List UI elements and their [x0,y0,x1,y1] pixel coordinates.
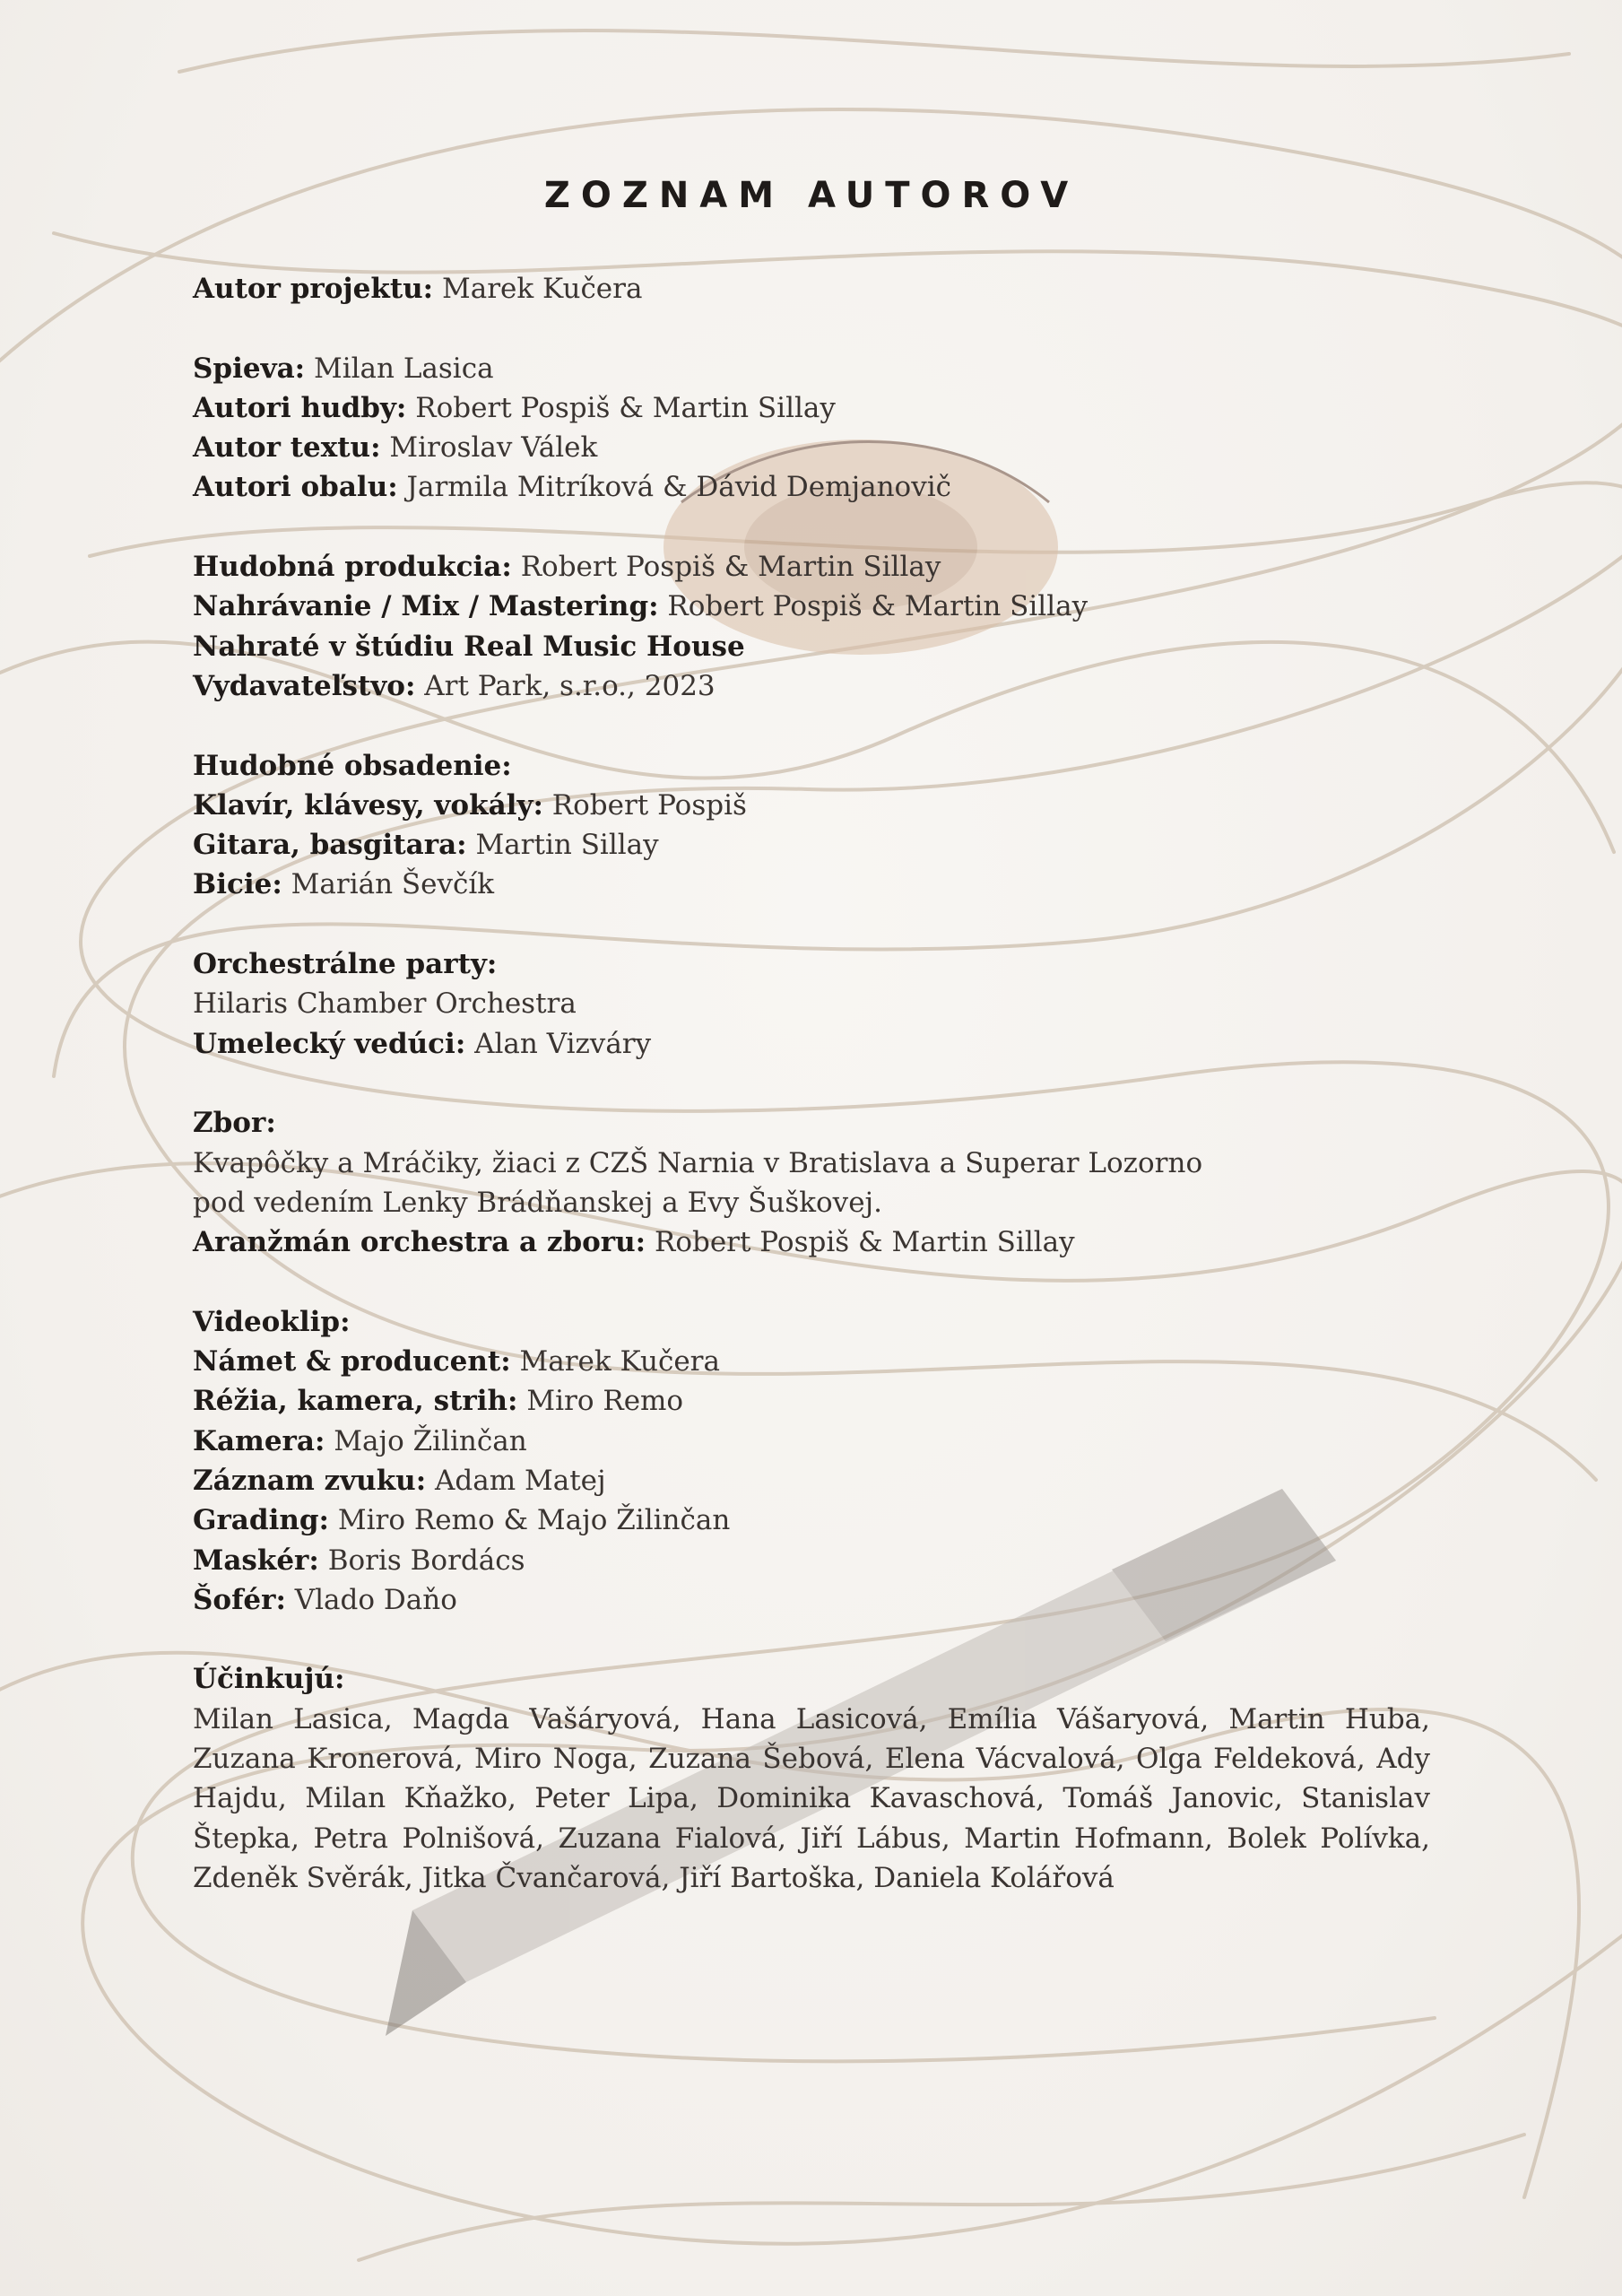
section-heading-band [193,746,1430,786]
credit-label: Autori obalu: [193,471,398,504]
credit-value: Robert Pospiš & Martin Sillay [646,1226,1075,1259]
page-title: ZOZNAM AUTOROV [543,175,1080,216]
credit-value: Adam Matej [426,1464,606,1497]
section-heading-cast [193,1659,1430,1699]
credit-value: Robert Pospiš & Martin Sillay [658,590,1089,623]
credit-value: Marián Ševčík [282,868,495,901]
section-heading: Zbor: [193,1107,276,1140]
credit-value: Majo Žilinčan [325,1424,527,1457]
credit-camera [193,1422,1430,1461]
credit-music [193,388,1430,428]
credit-label: Nahraté v štúdiu Real Music House [193,630,745,663]
credit-label: Autor projektu: [193,273,434,305]
credit-label: Autori hudby: [193,391,407,424]
credit-value: Alan Vizváry [465,1027,652,1060]
choir-line-2 [193,1183,1430,1222]
credit-project [193,269,1430,309]
credit-value: Jarmila Mitríková & Dávid Demjanovič [397,471,951,504]
section-heading: Videoklip: [193,1305,351,1338]
credit-value: Robert Pospiš & Martin Sillay [511,551,941,584]
credit-label: Šofér: [193,1583,286,1616]
credit-label: Námet & producent: [193,1345,511,1378]
section-heading: Účinkujú: [193,1663,345,1696]
credit-value: Hilaris Chamber Orchestra [193,987,577,1021]
credit-label: Grading: [193,1504,330,1537]
credit-sound [193,1461,1430,1500]
section-heading-video [193,1302,1430,1342]
credit-value: Vlado Daňo [285,1583,457,1616]
credit-studio [193,627,1430,666]
credit-drums [193,865,1430,904]
credit-value: Robert Pospiš [542,788,747,822]
credit-label: Maskér: [193,1544,319,1577]
credit-value: Robert Pospiš & Martin Sillay [406,391,836,424]
credit-value: Boris Bordács [318,1544,525,1577]
credit-direction [193,1381,1430,1421]
credit-label: Spieva: [193,352,306,385]
credit-driver [193,1580,1430,1620]
credit-value: Marek Kučera [433,273,643,305]
credit-value: Kvapôčky a Mráčiky, žiaci z CZŠ Narnia v Bratislava a Superar Lozorno [193,1146,1203,1179]
choir-line-1 [193,1144,1430,1183]
section-heading: Hudobné obsadenie: [193,749,512,782]
credit-label: Záznam zvuku: [193,1464,427,1497]
section-heading: Orchestrálne party: [193,948,498,981]
credit-value: Miroslav Válek [380,431,598,465]
credit-guitar [193,825,1430,865]
credit-keys [193,786,1430,825]
credit-makeup [193,1541,1430,1580]
credit-label: Vydavateľstvo: [193,669,416,702]
credit-lyrics [193,428,1430,467]
credit-label: Nahrávanie / Mix / Mastering: [193,590,659,623]
credit-arrangement [193,1222,1430,1262]
credit-label: Bicie: [193,868,282,901]
credit-label: Gitara, basgitara: [193,829,467,862]
credit-label: Aranžmán orchestra a zboru: [193,1226,646,1259]
credit-value: Marek Kučera [510,1345,720,1378]
credit-value: pod vedením Lenky Brádňanskej a Evy Šuškovej. [193,1186,883,1219]
credit-label: Réžia, kamera, strih: [193,1385,518,1418]
credit-value: Miro Remo & Majo Žilinčan [329,1504,731,1537]
section-heading-orchestra [193,944,1430,984]
credit-producer [193,547,1430,587]
credit-value: Martin Sillay [466,829,659,862]
credit-sings [193,349,1430,388]
credit-value: Art Park, s.r.o., 2023 [415,669,716,702]
credits-list [193,269,1430,1898]
orchestra-name [193,984,1430,1023]
credit-label: Klavír, klávesy, vokály: [193,788,543,822]
credit-label: Autor textu: [193,431,381,465]
credit-value: Miro Remo [517,1385,684,1418]
section-heading-choir [193,1103,1430,1143]
credit-grading [193,1500,1430,1540]
credit-label: Umelecký vedúci: [193,1027,466,1060]
credit-label: Kamera: [193,1424,325,1457]
cast-list: Milan Lasica, Magda Vašáryová, Hana Lasicová, Emília Vášaryová, Martin Huba, Zuzana Kronerová, Miro Noga, Zuzana Šebová, Elena Vácvalová, Olga Feldeková, Ady Hajdu, Milan Kňažko, Peter Lipa, Dominika Kavaschová, Tomáš Janovic, Stanislav Štepka, Petra Polnišová, Zuzana Fialová, Jiří Lábus, Martin Hofmann, Bolek Polívka, Zdeněk Svěrák, Jitka Čvančarová, Jiří Bartoška, Daniela Kolářová [193,1702,1430,1894]
credit-mix [193,587,1430,626]
credit-cover [193,467,1430,507]
credit-idea [193,1342,1430,1381]
credit-label: Hudobná produkcia: [193,551,512,584]
credit-leader [193,1024,1430,1064]
credit-publisher [193,666,1430,706]
credit-value: Milan Lasica [305,352,494,385]
